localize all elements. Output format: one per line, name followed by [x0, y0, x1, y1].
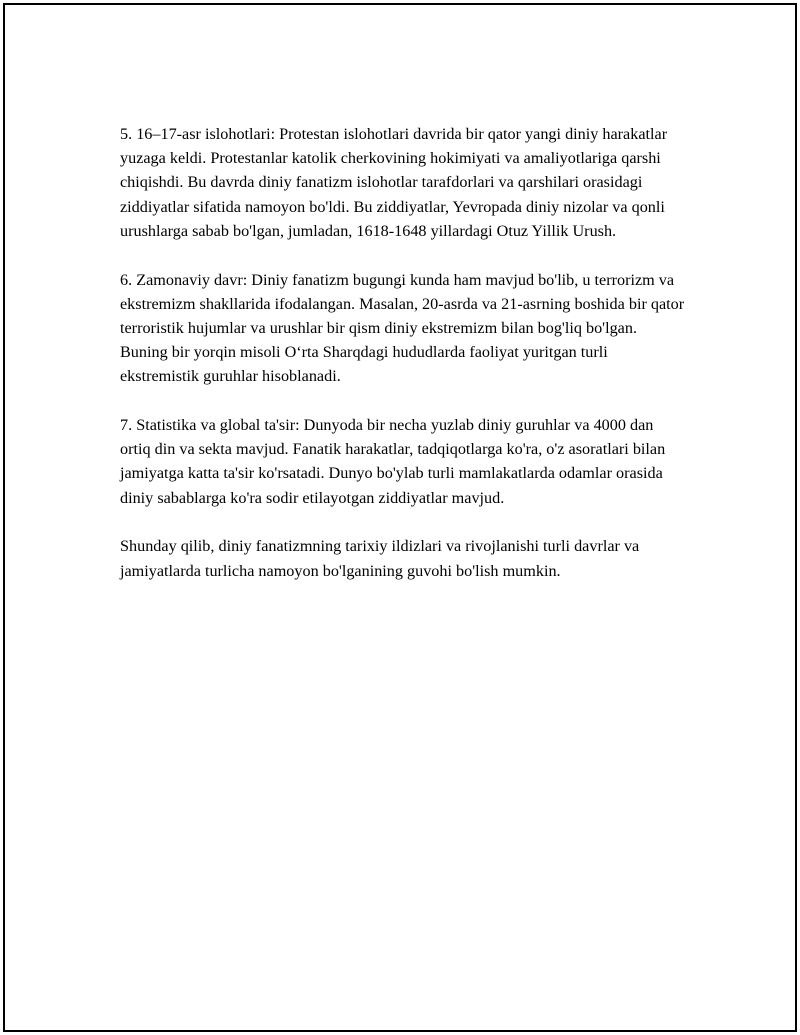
- paragraph-reformation: 5. 16–17-asr islohotlari: Protestan islohotlari davrida bir qator yangi diniy harakatlar yuzaga keldi. Protestanlar katolik cherkovining hokimiyati va amaliyotlariga qarshi chiqishdi. Bu davrda diniy fanatizm islohotlar tarafdorlari va qarshilari orasidagi ziddiyatlar sifatida namoyon bo'ldi. Bu ziddiyatlar, Yevropada diniy nizolar va qonli urushlarga sabab bo'lgan, jumladan, 1618-1648 yillardagi Otuz Yillik Urush.: [120, 125, 668, 240]
- document-page: [3, 3, 797, 1032]
- paragraph-conclusion: Shunday qilib, diniy fanatizmning tarixiy ildizlari va rivojlanishi turli davrlar va jamiyatlarda turlicha namoyon bo'lganining guvohi bo'lish mumkin.: [120, 537, 640, 580]
- paragraph-statistics: 7. Statistika va global ta'sir: Dunyoda bir necha yuzlab diniy guruhlar va 4000 dan ortiq din va sekta mavjud. Fanatik harakatlar, tadqiqotlarga ko'ra, o'z asoratlari bilan jamiyatga katta ta'sir ko'rsatadi. Dunyo bo'ylab turli mamlakatlarda odamlar orasida diniy sabablarga ko'ra sodir etilayotgan ziddiyatlar mavjud.: [120, 416, 666, 507]
- paragraph-modern-era: 6. Zamonaviy davr: Diniy fanatizm bugungi kunda ham mavjud bo'lib, u terrorizm va ekstremizm shakllarida ifodalangan. Masalan, 20-asrda va 21-asrning boshida bir qator terroristik hujumlar va urushlar bir qism diniy ekstremizm bilan bog'liq bo'lgan. Buning bir yorqin misoli O‘rta Sharqdagi hududlarda faoliyat yuritgan turli ekstremistik guruhlar hisoblanadi.: [120, 270, 685, 386]
- document-body: [120, 122, 685, 607]
